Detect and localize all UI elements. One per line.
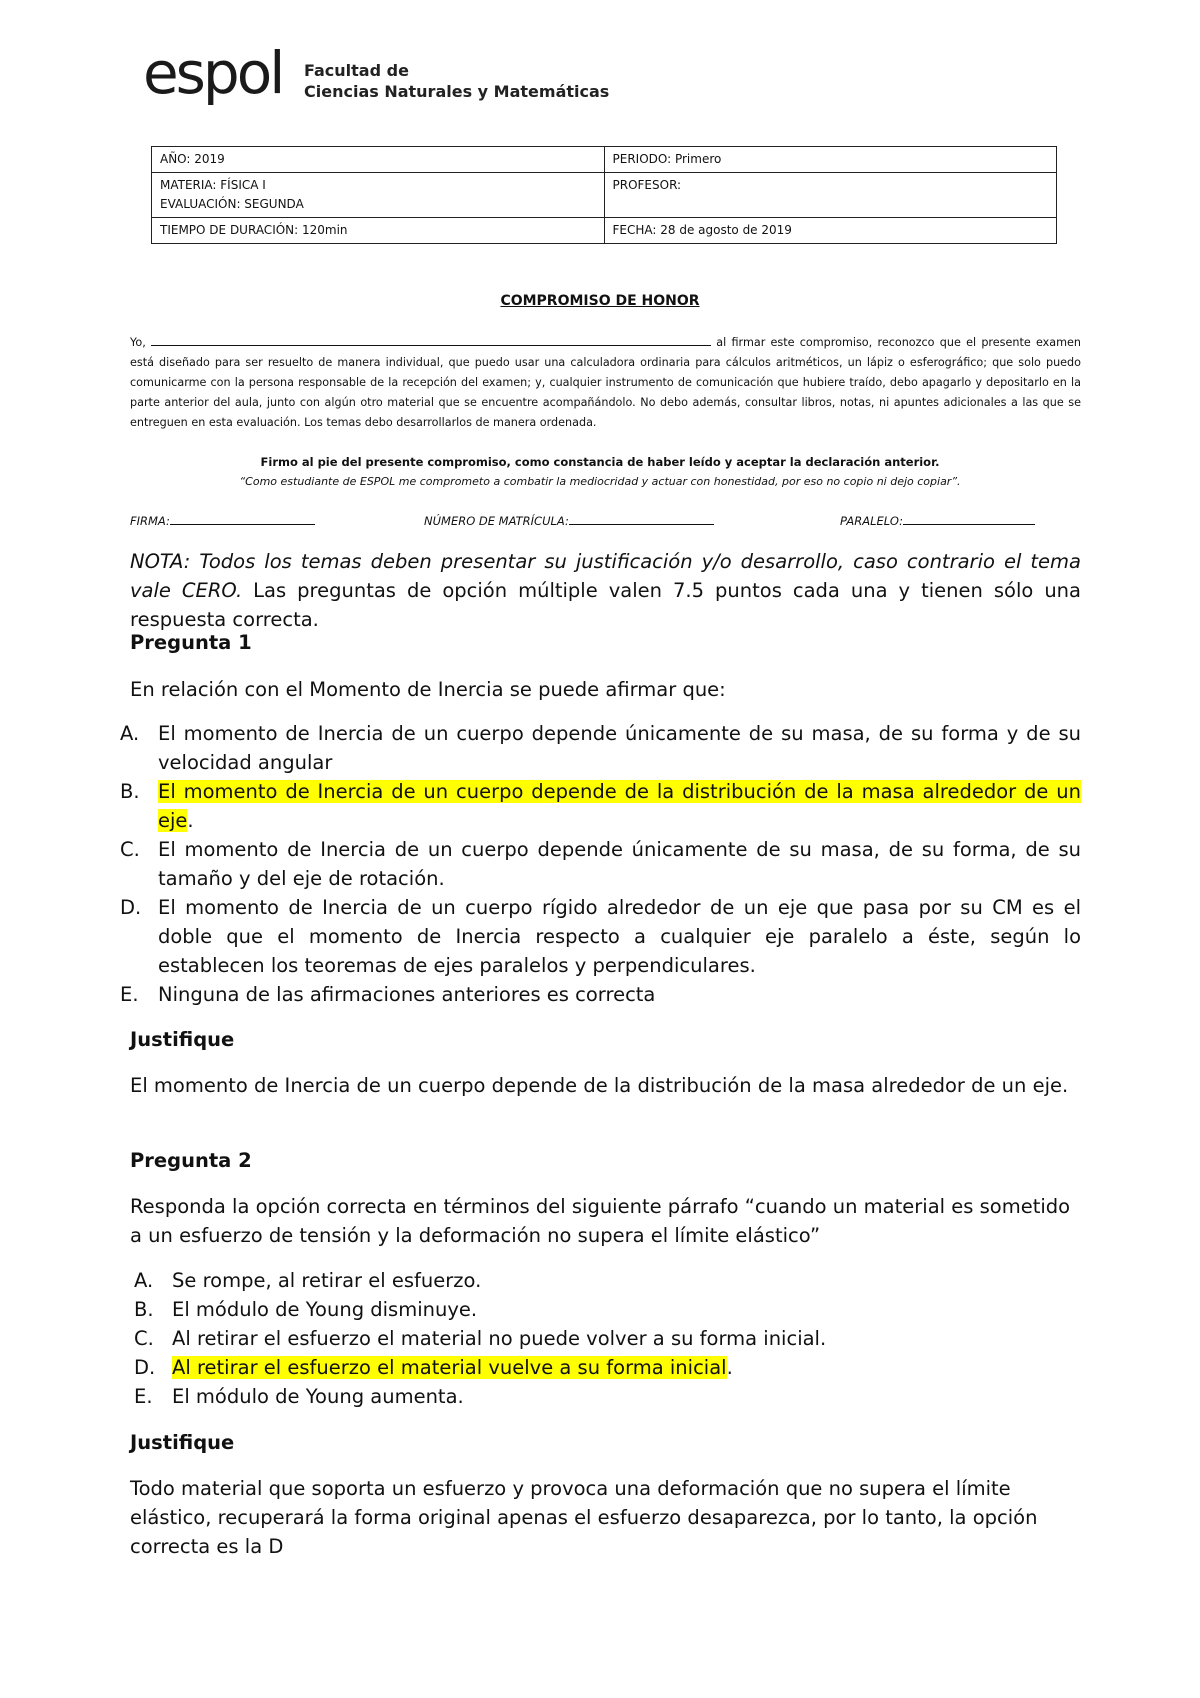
honor-quote: “Como estudiante de ESPOL me comprometo a combatir la mediocridad y actuar con honestidad, por eso no copio ni dejo copiar”. xyxy=(239,475,961,488)
materia-text: MATERIA: FÍSICA I xyxy=(160,178,266,192)
cell-profesor: PROFESOR: xyxy=(604,173,1057,218)
q2-options xyxy=(120,1266,1081,1411)
q2-option-a[interactable]: A. Se rompe, al retirar el esfuerzo. xyxy=(134,1269,482,1292)
q1-heading: Pregunta 1 xyxy=(130,631,252,654)
q1-option-d[interactable]: D. El momento de Inercia de un cuerpo rígido alrededor de un eje que pasa por su CM es el doble que el momento de Inercia respecto a cualquier eje paralelo a éste, según lo establecen los teoremas de ejes paralelos y perpendiculares. xyxy=(120,896,1081,977)
firma-field xyxy=(130,510,315,531)
exam-info-table xyxy=(151,146,1057,244)
matricula-label: NÚMERO DE MATRÍCULA: xyxy=(424,514,569,528)
q2-prompt: Responda la opción correcta en términos del siguiente párrafo “cuando un material es sometido a un esfuerzo de tensión y la deformación no supera el límite elástico” xyxy=(130,1195,1071,1247)
honor-yo: Yo, xyxy=(130,336,146,349)
espol-logo xyxy=(143,39,283,107)
q2-option-e[interactable]: E. El módulo de Young aumenta. xyxy=(134,1385,464,1408)
q1-option-b[interactable]: B. El momento de Inercia de un cuerpo depende de la distribución de la masa alrededor de un eje. xyxy=(120,780,1081,832)
cell-fecha: FECHA: 28 de agosto de 2019 xyxy=(604,218,1057,244)
q2-correct-answer-highlight: Al retirar el esfuerzo el material vuelve a su forma inicial xyxy=(172,1356,727,1379)
evaluacion-text: EVALUACIÓN: SEGUNDA xyxy=(160,197,304,211)
q2-justify-heading: Justifique xyxy=(130,1431,235,1454)
faculty-line-2: Ciencias Naturales y Matemáticas xyxy=(304,82,610,101)
honor-text xyxy=(130,331,1081,433)
cell-materia-evaluacion xyxy=(152,173,605,218)
faculty-line-1: Facultad de xyxy=(304,61,409,80)
name-blank[interactable] xyxy=(151,331,711,346)
q1-option-a[interactable]: A. El momento de Inercia de un cuerpo depende únicamente de su masa, de su forma y de su velocidad angular xyxy=(120,722,1081,774)
cell-tiempo: TIEMPO DE DURACIÓN: 120min xyxy=(152,218,605,244)
paralelo-label: PARALELO: xyxy=(840,514,903,528)
honor-title: COMPROMISO DE HONOR xyxy=(500,293,700,309)
q2-option-b[interactable]: B. El módulo de Young disminuye. xyxy=(134,1298,478,1321)
nota-paragraph xyxy=(130,547,1081,634)
q2-heading: Pregunta 2 xyxy=(130,1149,252,1172)
q1-correct-answer-highlight: El momento de Inercia de un cuerpo depende de la distribución de la masa alrededor de un eje xyxy=(158,780,1081,832)
q1-justify-text: El momento de Inercia de un cuerpo depende de la distribución de la masa alrededor de un eje. xyxy=(130,1074,1069,1097)
nota-italic: NOTA: Todos los temas deben presentar su justificación y/o desarrollo, caso contrario el tema vale CERO. xyxy=(130,550,1081,602)
q1-options xyxy=(120,719,1081,1009)
faculty-name xyxy=(304,60,609,102)
logo-wordmark: espol xyxy=(143,39,283,107)
honor-sign-statement: Firmo al pie del presente compromiso, como constancia de haber leído y aceptar la declaración anterior. xyxy=(260,455,940,469)
q1-option-e[interactable]: E. Ninguna de las afirmaciones anteriores es correcta xyxy=(120,983,656,1006)
q1-option-c[interactable]: C. El momento de Inercia de un cuerpo depende únicamente de su masa, de su forma, de su tamaño y del eje de rotación. xyxy=(120,838,1081,890)
q2-option-c[interactable]: C. Al retirar el esfuerzo el material no puede volver a su forma inicial. xyxy=(134,1327,827,1350)
honor-body: al firmar este compromiso, reconozco que el presente examen está diseñado para ser resuelto de manera individual, que puedo usar una calculadora ordinaria para cálculos aritméticos, un lápiz o esferográfico; que solo puedo comunicarme con la persona responsable de la recepción del examen; y, cualquier instrumento de comunicación que hubiere traído, debo apagarlo y depositarlo en la parte anterior del aula, junto con algún otro material que se encuentre acompañándolo. No debo además, consultar libros, notas, ni apuntes adicionales a las que se entreguen en esta evaluación. Los temas debo desarrollarlos de manera ordenada. xyxy=(130,336,1082,429)
nota-normal: Las preguntas de opción múltiple valen 7.5 puntos cada una y tienen sólo una respuesta correcta. xyxy=(130,579,1081,631)
paralelo-blank[interactable] xyxy=(903,510,1035,525)
firma-blank[interactable] xyxy=(170,510,315,525)
paralelo-field xyxy=(840,510,1035,531)
matricula-blank[interactable] xyxy=(569,510,714,525)
firma-label: FIRMA: xyxy=(130,514,170,528)
q1-justify-heading: Justifique xyxy=(130,1028,235,1051)
cell-periodo: PERIODO: Primero xyxy=(604,147,1057,173)
q1-prompt: En relación con el Momento de Inercia se puede afirmar que: xyxy=(130,678,726,701)
matricula-field xyxy=(424,510,714,531)
q2-justify-text: Todo material que soporta un esfuerzo y provoca una deformación que no supera el límite elástico, recuperará la forma original apenas el esfuerzo desaparezca, por lo tanto, la opción correcta es la D xyxy=(130,1477,1038,1558)
cell-anio: AÑO: 2019 xyxy=(152,147,605,173)
q2-option-d[interactable]: D. Al retirar el esfuerzo el material vuelve a su forma inicial. xyxy=(134,1356,733,1379)
